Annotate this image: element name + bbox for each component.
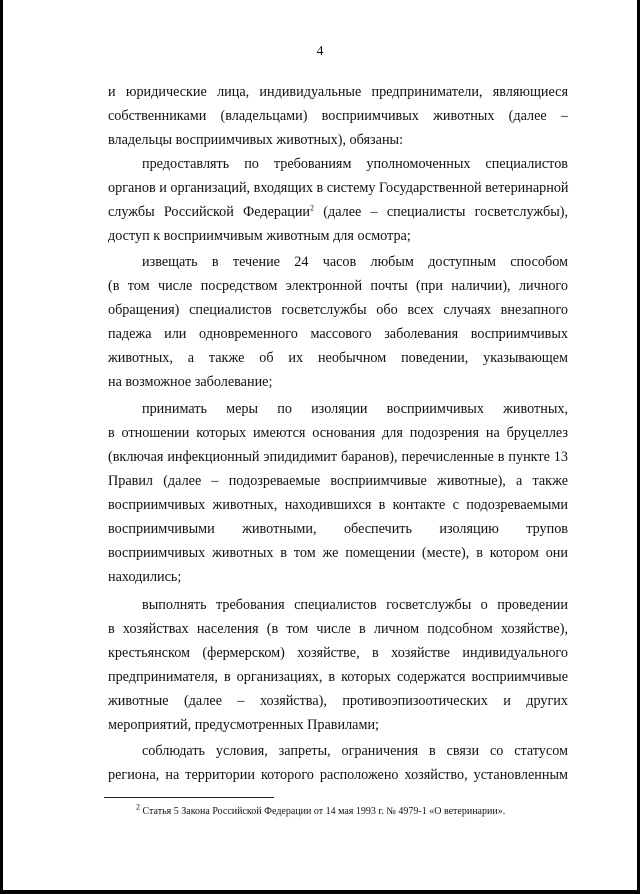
text-line: выполнять требования специалистов госветслужбы о проведении (142, 597, 568, 613)
text-line: и юридические лица, индивидуальные предприниматели, являющиеся (108, 84, 568, 100)
text-line: крестьянском (фермерском) хозяйстве, в хозяйстве индивидуального (108, 645, 568, 661)
text-line: владельцы восприимчивых животных), обязаны: (108, 132, 404, 148)
text-segment: (далее – специалисты госветслужбы), (314, 204, 568, 220)
text-line: (в том числе посредством электронной почты (при наличии), личного (108, 278, 568, 294)
text-line: доступ к восприимчивым животным для осмотра; (108, 228, 411, 244)
text-line: восприимчивых животных, находившихся в контакте с подозреваемыми (108, 497, 568, 513)
text-line: животных, а также об их необычном поведении, указывающем (108, 350, 568, 366)
text-line: (включая инфекционный эпидидимит баранов), перечисленные в пункте 13 (108, 449, 568, 465)
text-line: в отношении которых имеются основания для подозрения на бруцеллез (108, 425, 568, 441)
text-line: животные (далее – хозяйства), противоэпизоотических и других (108, 693, 568, 709)
text-line: мероприятий, предусмотренных Правилами; (108, 717, 379, 733)
text-line: соблюдать условия, запреты, ограничения в связи со статусом (142, 743, 568, 759)
scan-border-left (0, 0, 3, 894)
text-line: Правил (далее – подозреваемые восприимчивые животные), а также (108, 473, 568, 489)
text-line: восприимчивыми животными, обеспечить изоляцию трупов (108, 521, 568, 537)
text-line: извещать в течение 24 часов любым доступным способом (142, 254, 568, 270)
text-line: региона, на территории которого расположено хозяйство, установленным (108, 767, 568, 783)
footnote-separator (104, 797, 274, 798)
page-number: 4 (316, 44, 324, 59)
text-line: падежа или одновременного массового заболевания восприимчивых (108, 326, 568, 342)
text-line: собственниками (владельцами) восприимчивых животных (далее – (108, 108, 568, 124)
footnote-reference: 2 (310, 203, 315, 213)
text-line: находились; (108, 569, 182, 585)
text-line: органов и организаций, входящих в систему Государственной ветеринарной (108, 180, 569, 196)
text-line: принимать меры по изоляции восприимчивых животных, (142, 401, 568, 417)
text-line: предоставлять по требованиям уполномоченных специалистов (142, 156, 568, 172)
text-line: восприимчивых животных в том же помещении (месте), в котором они (108, 545, 568, 561)
footnote-text: Статья 5 Закона Российской Федерации от 14 мая 1993 г. № 4979-1 «О ветеринарии». (140, 806, 506, 817)
text-segment: службы Российской Федерации (108, 204, 311, 220)
text-line: предпринимателя, в организациях, в которых содержатся восприимчивые (108, 669, 568, 685)
scan-border-bottom (0, 890, 640, 894)
footnote (136, 802, 506, 818)
text-line: в хозяйствах населения (в том числе в личном подсобном хозяйстве), (108, 621, 568, 637)
text-line: на возможное заболевание; (108, 374, 273, 390)
text-line-with-footnote (108, 200, 568, 224)
footnote-marker: 2 (136, 802, 140, 812)
text-line: обращения) специалистов госветслужбы обо всех случаях внезапного (108, 302, 568, 318)
